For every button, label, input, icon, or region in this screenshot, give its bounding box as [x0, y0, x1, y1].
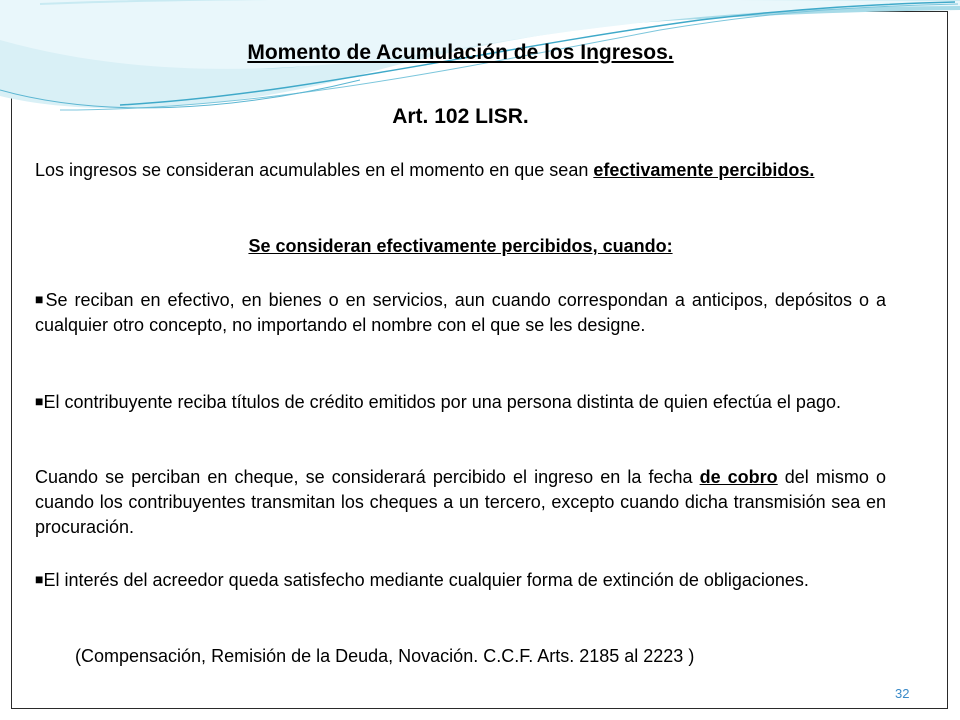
bullet-square-icon: ■	[35, 393, 44, 409]
bullet-square-icon: ■	[35, 571, 44, 587]
bullet-item	[35, 567, 886, 593]
bullet-text: Se reciban en efectivo, en bienes o en servicios, aun cuando correspondan a anticipos, depósitos o a cualquier otro concepto, no importando el nombre con el que se les designe.	[35, 290, 886, 335]
cheque-emphasis: de cobro	[699, 467, 778, 487]
bullet-text: El contribuyente reciba títulos de crédito emitidos por una persona distinta de quien efectúa el pago.	[43, 392, 841, 412]
subheading-text: Se consideran efectivamente percibidos, cuando:	[248, 236, 673, 256]
intro-text: Los ingresos se consideran acumulables en el momento en que sean	[35, 160, 594, 180]
slide-title: Momento de Acumulación de los Ingresos.	[247, 41, 674, 64]
legal-reference: (Compensación, Remisión de la Deuda, Novación. C.C.F. Arts. 2185 al 2223 )	[75, 646, 695, 666]
bullet-item	[35, 287, 886, 338]
subheading	[35, 234, 886, 259]
intro-emphasis: efectivamente percibidos.	[593, 160, 815, 180]
cheque-text-after: del mismo o cuando los contribuyentes transmitan los cheques a un tercero, excepto cuando dicha transmisión sea en procuración.	[35, 467, 886, 537]
article-reference: Art. 102 LISR.	[392, 105, 529, 128]
bullet-text: El interés del acreedor queda satisfecho mediante cualquier forma de extinción de obligaciones.	[43, 570, 809, 590]
bullet-item	[35, 389, 886, 415]
intro-paragraph	[35, 158, 886, 183]
cheque-paragraph	[35, 465, 886, 540]
bullet-square-icon: ■	[35, 291, 46, 307]
page-number: 32	[895, 686, 910, 701]
cheque-text-before: Cuando se perciban en cheque, se considerará percibido el ingreso en la fecha	[35, 467, 700, 487]
